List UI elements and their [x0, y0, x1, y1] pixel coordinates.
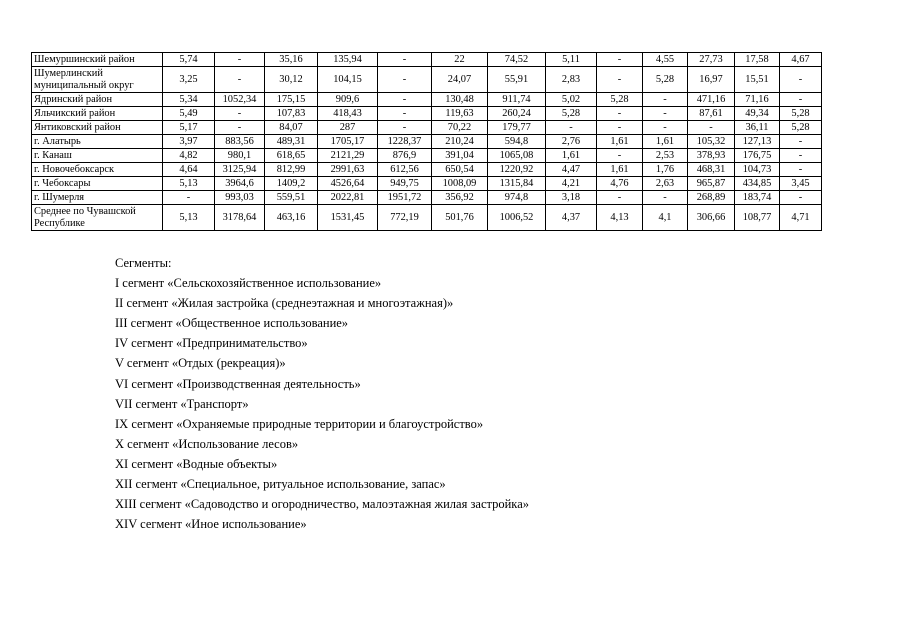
value-cell: 3964,6 — [215, 177, 265, 191]
value-cell: 594,8 — [488, 135, 546, 149]
legend-item: XI сегмент «Водные объекты» — [115, 456, 278, 471]
table-row — [32, 163, 822, 177]
value-cell: 391,04 — [432, 149, 488, 163]
value-cell: 965,87 — [688, 177, 735, 191]
value-cell: 3,45 — [780, 177, 822, 191]
value-cell: 24,07 — [432, 67, 488, 93]
value-cell: 135,94 — [318, 53, 378, 67]
table-row — [32, 67, 822, 93]
value-cell: 2,76 — [546, 135, 597, 149]
value-cell: 49,34 — [735, 107, 780, 121]
value-cell: 2121,29 — [318, 149, 378, 163]
value-cell: 107,83 — [265, 107, 318, 121]
value-cell: 3178,64 — [215, 205, 265, 231]
value-cell: 4,76 — [597, 177, 643, 191]
value-cell: 1531,45 — [318, 205, 378, 231]
value-cell: 1065,08 — [488, 149, 546, 163]
value-cell: 119,63 — [432, 107, 488, 121]
value-cell: - — [597, 149, 643, 163]
value-cell: - — [597, 121, 643, 135]
value-cell: - — [378, 93, 432, 107]
row-name-cell: Шемуршинский район — [32, 53, 163, 67]
value-cell: 176,75 — [735, 149, 780, 163]
value-cell: 1228,37 — [378, 135, 432, 149]
value-cell: - — [643, 191, 688, 205]
value-cell: 5,13 — [163, 177, 215, 191]
table-row — [32, 135, 822, 149]
value-cell: 5,28 — [643, 67, 688, 93]
value-cell: 911,74 — [488, 93, 546, 107]
value-cell: 5,28 — [546, 107, 597, 121]
value-cell: 1006,52 — [488, 205, 546, 231]
value-cell: 1409,2 — [265, 177, 318, 191]
segments-table — [31, 52, 822, 231]
row-name-cell: Шумерлинский муниципальный округ — [32, 67, 163, 93]
value-cell: 179,77 — [488, 121, 546, 135]
value-cell: - — [643, 121, 688, 135]
table-row — [32, 177, 822, 191]
value-cell: - — [780, 135, 822, 149]
value-cell: 74,52 — [488, 53, 546, 67]
value-cell: 108,77 — [735, 205, 780, 231]
value-cell: 17,58 — [735, 53, 780, 67]
value-cell: 84,07 — [265, 121, 318, 135]
value-cell: - — [597, 191, 643, 205]
value-cell: 2,83 — [546, 67, 597, 93]
row-name-cell: г. Шумерля — [32, 191, 163, 205]
value-cell: 183,74 — [735, 191, 780, 205]
value-cell: 1951,72 — [378, 191, 432, 205]
value-cell: 3,18 — [546, 191, 597, 205]
value-cell: 1,61 — [597, 163, 643, 177]
value-cell: 772,19 — [378, 205, 432, 231]
legend-item: VI сегмент «Производственная деятельность» — [115, 376, 361, 391]
legend-item: X сегмент «Использование лесов» — [115, 436, 299, 451]
value-cell: 4,71 — [780, 205, 822, 231]
value-cell: 4,47 — [546, 163, 597, 177]
value-cell: - — [780, 93, 822, 107]
table-row — [32, 107, 822, 121]
table-row — [32, 205, 822, 231]
value-cell: 55,91 — [488, 67, 546, 93]
value-cell: 22 — [432, 53, 488, 67]
value-cell: 87,61 — [688, 107, 735, 121]
value-cell: 1,61 — [597, 135, 643, 149]
legend-item: XIV сегмент «Иное использование» — [115, 517, 307, 532]
value-cell: 2991,63 — [318, 163, 378, 177]
value-cell: 468,31 — [688, 163, 735, 177]
value-cell: 489,31 — [265, 135, 318, 149]
value-cell: 260,24 — [488, 107, 546, 121]
value-cell: 883,56 — [215, 135, 265, 149]
value-cell: 501,76 — [432, 205, 488, 231]
value-cell: - — [378, 67, 432, 93]
value-cell: 4,67 — [780, 53, 822, 67]
legend-item: XII сегмент «Специальное, ритуальное использование, запас» — [115, 477, 446, 492]
value-cell: 618,65 — [265, 149, 318, 163]
value-cell: - — [378, 107, 432, 121]
value-cell: 287 — [318, 121, 378, 135]
value-cell: - — [780, 149, 822, 163]
value-cell: - — [163, 191, 215, 205]
value-cell: 876,9 — [378, 149, 432, 163]
legend-item: I сегмент «Сельскохозяйственное использование» — [115, 276, 382, 291]
row-name-cell: г. Чебоксары — [32, 177, 163, 191]
table-body — [32, 53, 822, 231]
row-name-cell: Янтиковский район — [32, 121, 163, 135]
legend-item: V сегмент «Отдых (рекреация)» — [115, 356, 286, 371]
value-cell: 1008,09 — [432, 177, 488, 191]
value-cell: - — [597, 67, 643, 93]
value-cell: 30,12 — [265, 67, 318, 93]
value-cell: 378,93 — [688, 149, 735, 163]
value-cell: - — [643, 107, 688, 121]
row-name-cell: Ядринский район — [32, 93, 163, 107]
row-name-cell: г. Новочебоксарск — [32, 163, 163, 177]
value-cell: 463,16 — [265, 205, 318, 231]
row-name-cell: Среднее по Чувашской Республике — [32, 205, 163, 231]
value-cell: 268,89 — [688, 191, 735, 205]
value-cell: 70,22 — [432, 121, 488, 135]
value-cell: 4,37 — [546, 205, 597, 231]
value-cell: 1052,34 — [215, 93, 265, 107]
value-cell: 4,55 — [643, 53, 688, 67]
legend-title: Сегменты: — [115, 256, 172, 270]
value-cell: 5,13 — [163, 205, 215, 231]
value-cell: 36,11 — [735, 121, 780, 135]
value-cell: 5,28 — [780, 121, 822, 135]
table-row — [32, 93, 822, 107]
value-cell: 16,97 — [688, 67, 735, 93]
value-cell: 559,51 — [265, 191, 318, 205]
value-cell: - — [688, 121, 735, 135]
value-cell: 5,17 — [163, 121, 215, 135]
value-cell: 1315,84 — [488, 177, 546, 191]
table-row — [32, 191, 822, 205]
value-cell: 812,99 — [265, 163, 318, 177]
value-cell: 3125,94 — [215, 163, 265, 177]
value-cell: 71,16 — [735, 93, 780, 107]
value-cell: 4,64 — [163, 163, 215, 177]
value-cell: - — [597, 53, 643, 67]
value-cell: 1220,92 — [488, 163, 546, 177]
value-cell: - — [378, 53, 432, 67]
value-cell: 1705,17 — [318, 135, 378, 149]
value-cell: 974,8 — [488, 191, 546, 205]
value-cell: 5,34 — [163, 93, 215, 107]
legend-item: II сегмент «Жилая застройка (среднеэтажная и многоэтажная)» — [115, 296, 454, 311]
segments-legend — [115, 253, 529, 534]
row-name-cell: Яльчикский район — [32, 107, 163, 121]
value-cell: 4,21 — [546, 177, 597, 191]
value-cell: 5,49 — [163, 107, 215, 121]
value-cell: 993,03 — [215, 191, 265, 205]
value-cell: - — [215, 107, 265, 121]
value-cell: - — [215, 67, 265, 93]
value-cell: - — [378, 121, 432, 135]
table-row — [32, 149, 822, 163]
legend-item: IX сегмент «Охраняемые природные территории и благоустройство» — [115, 416, 484, 431]
value-cell: 3,97 — [163, 135, 215, 149]
value-cell: 949,75 — [378, 177, 432, 191]
value-cell: 434,85 — [735, 177, 780, 191]
value-cell: 356,92 — [432, 191, 488, 205]
value-cell: 418,43 — [318, 107, 378, 121]
value-cell: 1,76 — [643, 163, 688, 177]
value-cell: 4,13 — [597, 205, 643, 231]
value-cell: 5,11 — [546, 53, 597, 67]
value-cell: 175,15 — [265, 93, 318, 107]
value-cell: 4,1 — [643, 205, 688, 231]
value-cell: 5,02 — [546, 93, 597, 107]
value-cell: 5,74 — [163, 53, 215, 67]
value-cell: 127,13 — [735, 135, 780, 149]
value-cell: - — [597, 107, 643, 121]
value-cell: 130,48 — [432, 93, 488, 107]
legend-item: VII сегмент «Транспорт» — [115, 396, 249, 411]
value-cell: - — [215, 53, 265, 67]
value-cell: 35,16 — [265, 53, 318, 67]
value-cell: - — [780, 67, 822, 93]
value-cell: - — [780, 191, 822, 205]
value-cell: - — [643, 93, 688, 107]
value-cell: 650,54 — [432, 163, 488, 177]
value-cell: 105,32 — [688, 135, 735, 149]
value-cell: - — [780, 163, 822, 177]
value-cell: 27,73 — [688, 53, 735, 67]
value-cell: 2022,81 — [318, 191, 378, 205]
value-cell: 5,28 — [780, 107, 822, 121]
value-cell: 980,1 — [215, 149, 265, 163]
value-cell: 4526,64 — [318, 177, 378, 191]
legend-item: IV сегмент «Предпринимательство» — [115, 336, 308, 351]
value-cell: 15,51 — [735, 67, 780, 93]
value-cell: 306,66 — [688, 205, 735, 231]
value-cell: - — [215, 121, 265, 135]
value-cell: 104,73 — [735, 163, 780, 177]
value-cell: 4,82 — [163, 149, 215, 163]
value-cell: 2,53 — [643, 149, 688, 163]
value-cell: 1,61 — [546, 149, 597, 163]
value-cell: 5,28 — [597, 93, 643, 107]
value-cell: 1,61 — [643, 135, 688, 149]
value-cell: 612,56 — [378, 163, 432, 177]
legend-item: XIII сегмент «Садоводство и огородничество, малоэтажная жилая застройка» — [115, 497, 529, 512]
value-cell: 2,63 — [643, 177, 688, 191]
table-row — [32, 53, 822, 67]
value-cell: 210,24 — [432, 135, 488, 149]
value-cell: - — [546, 121, 597, 135]
legend-list — [115, 273, 529, 534]
legend-item: III сегмент «Общественное использование» — [115, 316, 349, 331]
table-row — [32, 121, 822, 135]
value-cell: 104,15 — [318, 67, 378, 93]
row-name-cell: г. Алатырь — [32, 135, 163, 149]
value-cell: 3,25 — [163, 67, 215, 93]
value-cell: 909,6 — [318, 93, 378, 107]
value-cell: 471,16 — [688, 93, 735, 107]
row-name-cell: г. Канаш — [32, 149, 163, 163]
